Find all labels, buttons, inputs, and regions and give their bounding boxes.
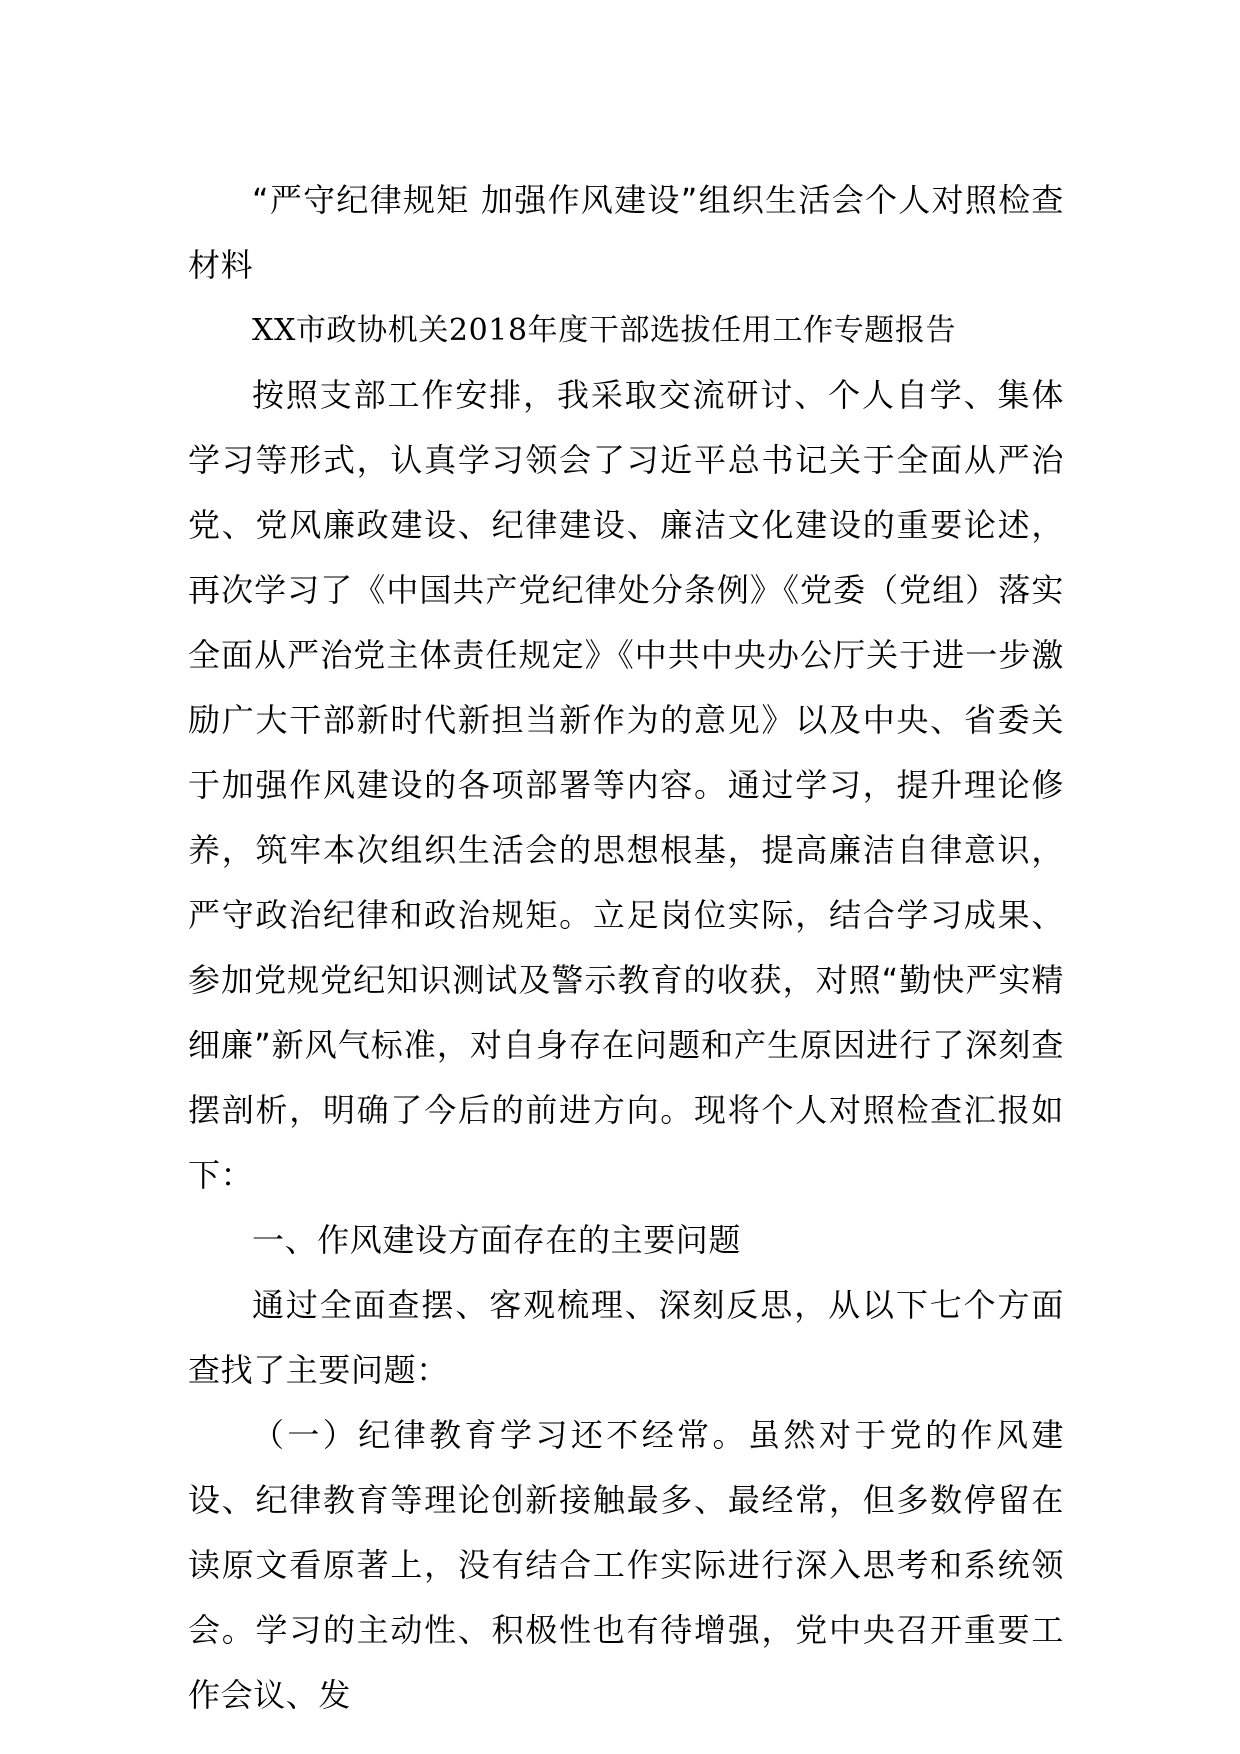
document-body xyxy=(188,168,1064,1728)
document-subtitle: XX市政协机关2018年度干部选拔任用工作专题报告 xyxy=(252,313,957,348)
paragraph-intro: 按照支部工作安排，我采取交流研讨、个人自学、集体学习等形式，认真学习领会了习近平总书记关于全面从严治党、党风廉政建设、纪律建设、廉洁文化建设的重要论述，再次学习了《中国共产党纪律处分条例》《党委（党组）落实全面从严治党主体责任规定》《中共中央办公厅关于进一步激励广大干部新时代新担当新作为的意见》以及中央、省委关于加强作风建设的各项部署等内容。通过学习，提升理论修养，筑牢本次组织生活会的思想根基，提高廉洁自律意识，严守政治纪律和政治规矩。立足岗位实际，结合学习成果、参加党规党纪知识测试及警示教育的收获，对照“勤快严实精细廉”新风气标准，对自身存在问题和产生原因进行了深刻查摆剖析，明确了今后的前进方向。现将个人对照检查汇报如下： xyxy=(188,376,1064,1194)
document-title: “严守纪律规矩 加强作风建设”组织生活会个人对照检查材料 xyxy=(188,181,1064,284)
section-heading-1: 一、作风建设方面存在的主要问题 xyxy=(252,1221,742,1259)
paragraph-item-1: （一）纪律教育学习还不经常。虽然对于党的作风建设、纪律教育等理论创新接触最多、最经常，但多数停留在读原文看原著上，没有结合工作实际进行深入思考和系统领会。学习的主动性、积极性也有待增强，党中央召开重要工作会议、发 xyxy=(188,1416,1064,1714)
paragraph-overview: 通过全面查摆、客观梳理、深刻反思，从以下七个方面查找了主要问题： xyxy=(188,1286,1064,1389)
